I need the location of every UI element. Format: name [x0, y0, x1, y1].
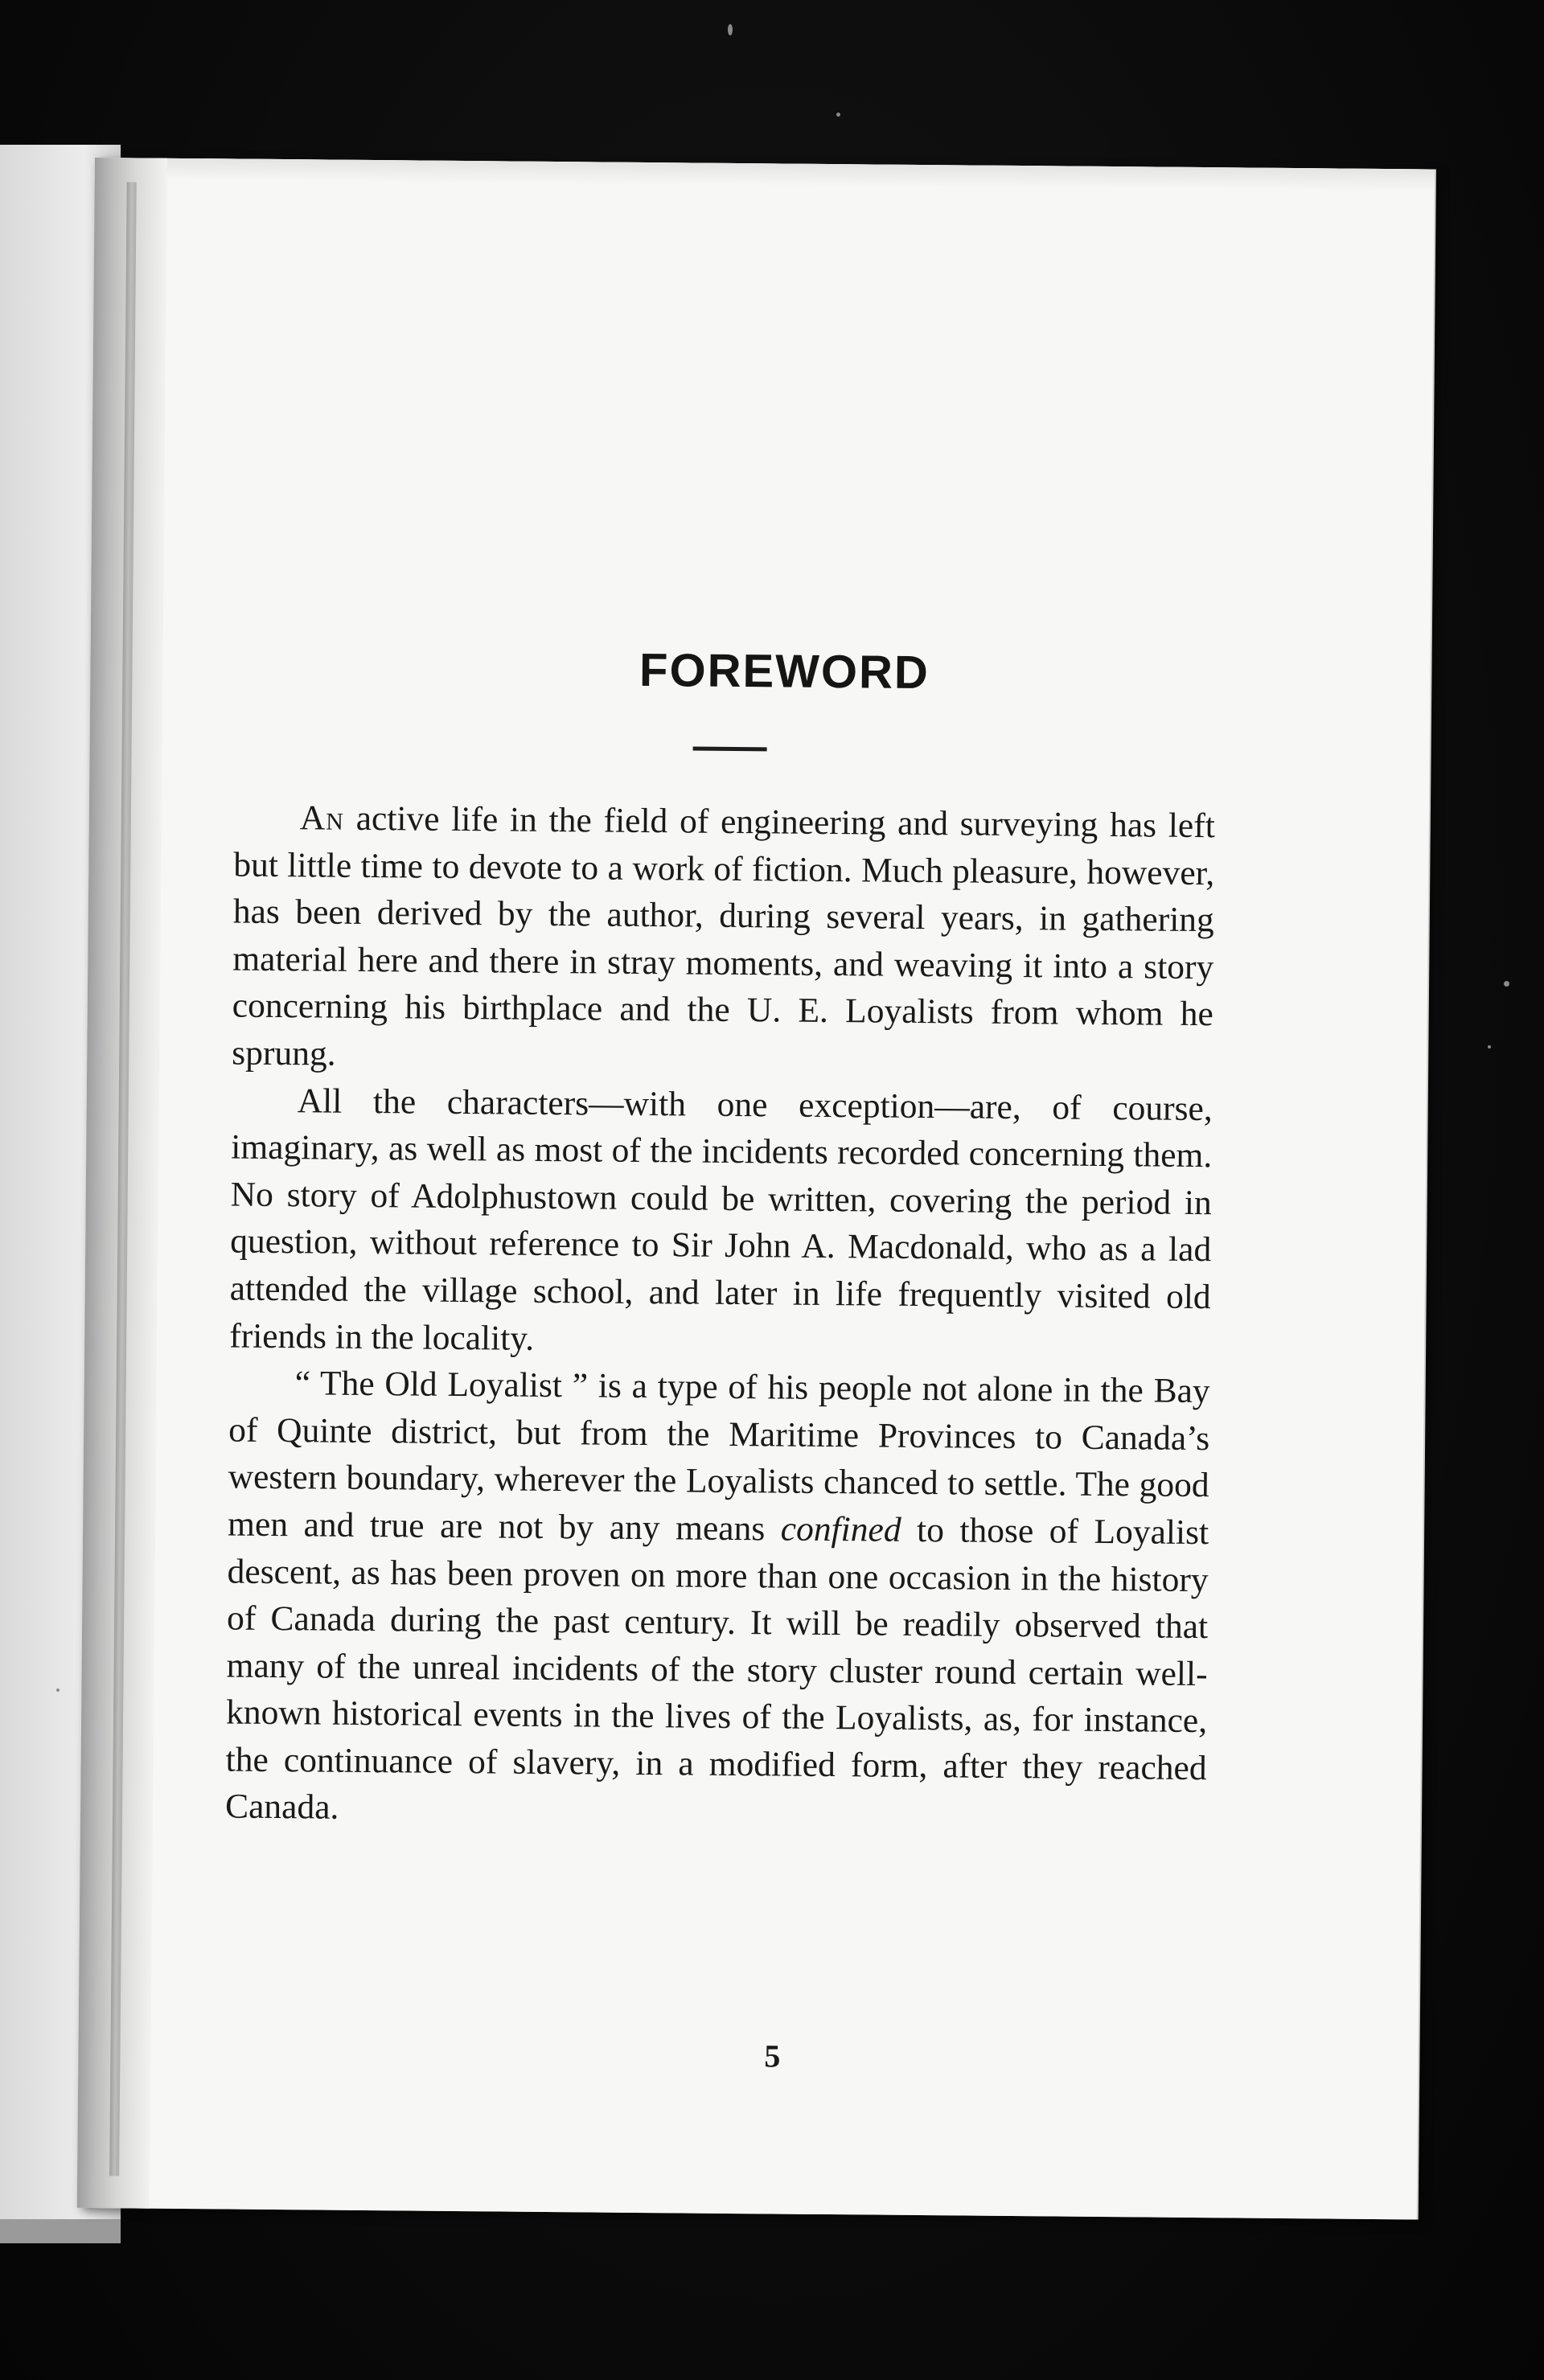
- foreword-heading: FOREWORD: [639, 643, 930, 700]
- previous-page-bottom-edge: [0, 2219, 121, 2243]
- paragraph-3-text-after-italic: to those of Loyalist descent, as has been proven on more than one occasion in the history of Canada during the past century. It will be readily observed that many of the unreal incidents of the story cluster round certain well-known historical events in the lives of the Loyalists, as, for instance, the continuance of slavery, in a modified form, after they reached Canada.: [224, 1510, 1209, 1828]
- paragraph-2: All the characters—with one exception—are, of course, imaginary, as well as most of the incidents recorded concerning them. No story of Adolphustown could be written, covering the period in question, without reference to Sir John A. Macdonald, who as a lad attended the village school, and later in life frequently visited old friends in the locality.: [229, 1081, 1213, 1358]
- paragraph-1-text: active life in the field of engineering and surveying has left but little time to devote to a work of fiction. Much pleasure, however, has been derived by the author, during several years, in gathering material here and there in stray moments, and weaving it into a story concerning his birthplace and the U. E. Loyalists from whom he sprung.: [232, 798, 1216, 1073]
- paragraph-1-lead-small-caps: An: [299, 798, 345, 838]
- paragraph-1: [232, 794, 1215, 1085]
- paragraph-3-italic-word: confined: [780, 1509, 901, 1549]
- paragraph-3-text-before-italic: “ The Old Loyalist ” is a type of his people not alone in the Bay of Quinte district, but from the Maritime Provinces to Canada’s western boundary, wherever the Loyalists chanced to settle. The good men and true are not by any means: [227, 1364, 1210, 1549]
- foreword-body: [225, 794, 1215, 1840]
- dust-speck: [1504, 981, 1509, 987]
- dust-speck: [56, 1689, 60, 1692]
- book-page: [77, 158, 1435, 2219]
- dust-speck: [728, 24, 733, 35]
- paragraph-3: [225, 1360, 1210, 1840]
- heading-rule: [693, 747, 767, 752]
- dust-speck: [836, 113, 840, 117]
- page-number: 5: [764, 2037, 781, 2074]
- dust-speck: [1488, 1045, 1491, 1048]
